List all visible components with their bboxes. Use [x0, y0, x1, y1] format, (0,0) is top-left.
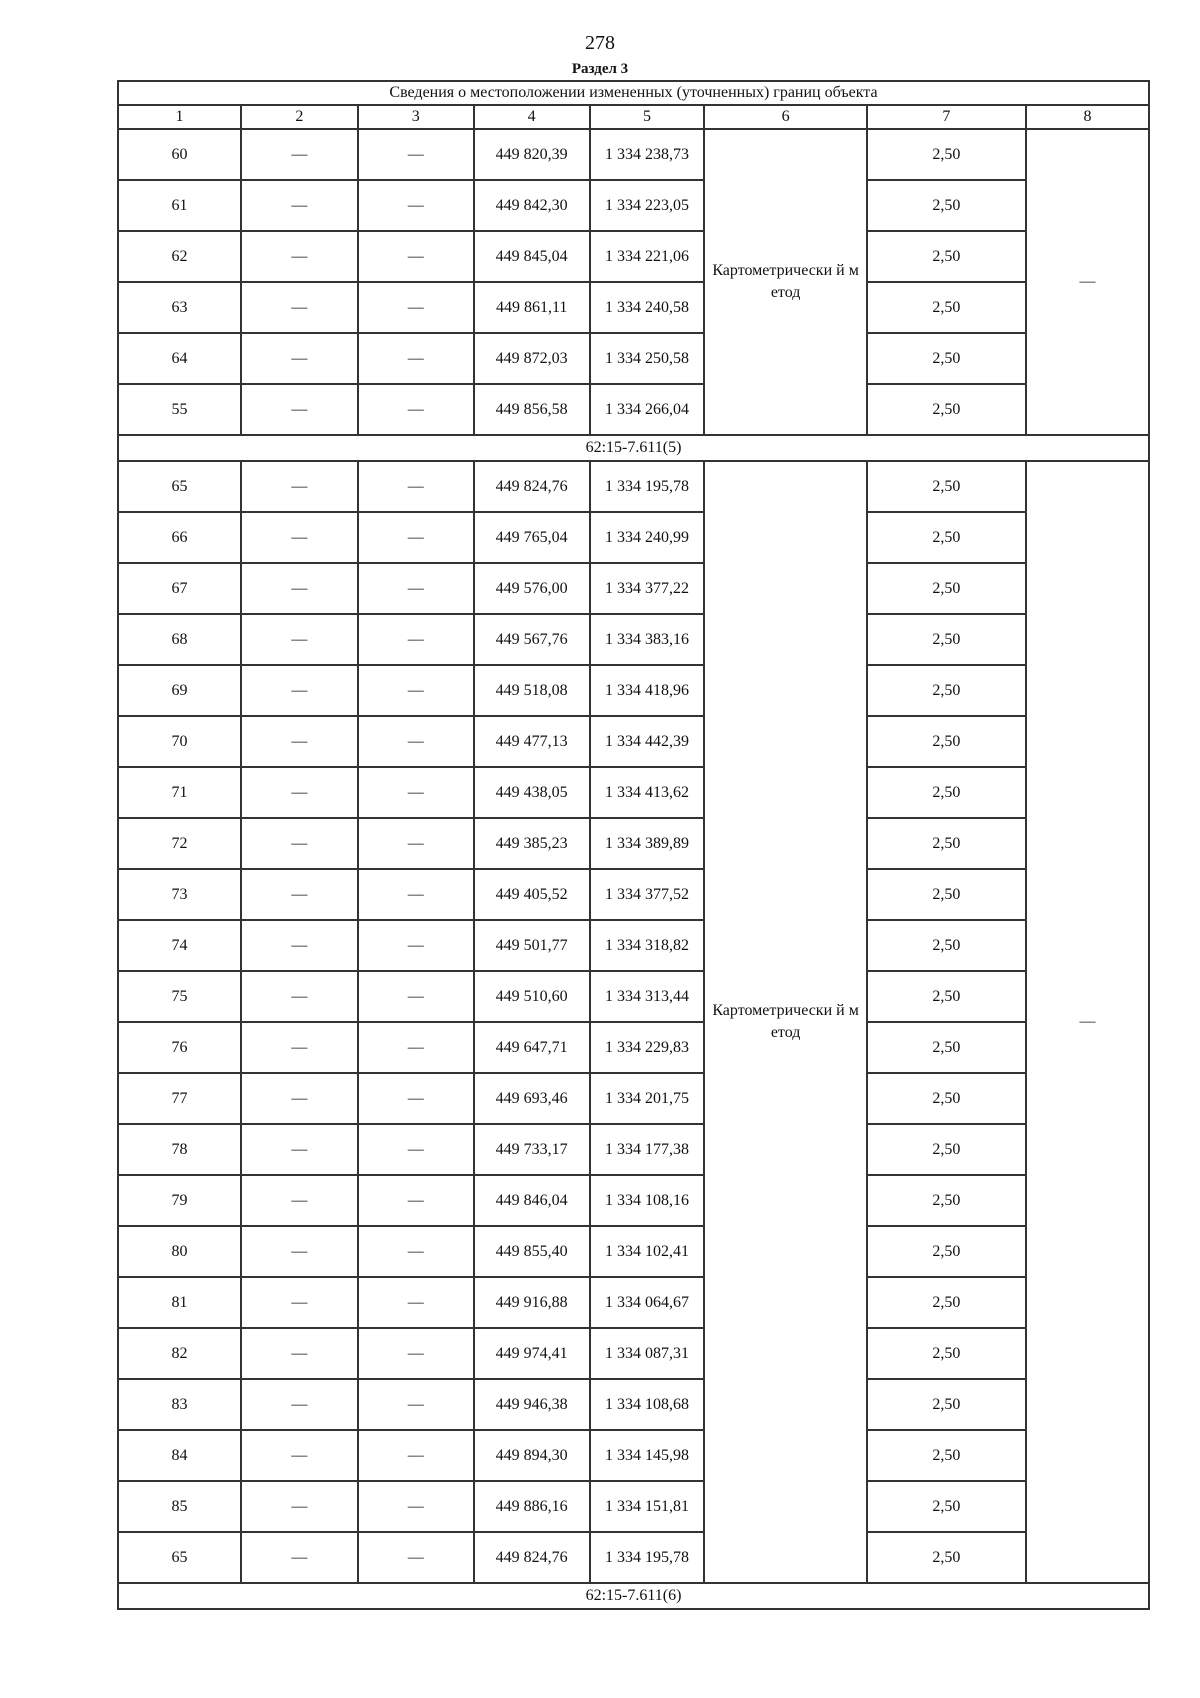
dash-cell: —: [358, 971, 474, 1022]
precision-value: 2,50: [867, 333, 1026, 384]
coord-y: 1 334 229,83: [590, 1022, 705, 1073]
precision-value: 2,50: [867, 1328, 1026, 1379]
dash-cell: —: [358, 614, 474, 665]
precision-value: 2,50: [867, 563, 1026, 614]
coord-y: 1 334 377,52: [590, 869, 705, 920]
coord-y: 1 334 195,78: [590, 1532, 705, 1583]
coord-y: 1 334 223,05: [590, 180, 705, 231]
coord-y: 1 334 240,58: [590, 282, 705, 333]
table-row: [118, 716, 1149, 767]
point-number: 67: [118, 563, 241, 614]
precision-value: 2,50: [867, 665, 1026, 716]
table-row: [118, 180, 1149, 231]
coord-x: 449 856,58: [474, 384, 590, 435]
dash-cell: —: [241, 384, 358, 435]
dash-cell: —: [241, 1073, 358, 1124]
dash-cell: —: [358, 282, 474, 333]
point-number: 78: [118, 1124, 241, 1175]
dash-cell: —: [358, 1481, 474, 1532]
dash-cell: —: [241, 1532, 358, 1583]
point-number: 65: [118, 461, 241, 512]
point-number: 68: [118, 614, 241, 665]
precision-value: 2,50: [867, 384, 1026, 435]
point-number: 79: [118, 1175, 241, 1226]
dash-cell: —: [241, 614, 358, 665]
dash-cell: —: [358, 1073, 474, 1124]
table-row: [118, 971, 1149, 1022]
dash-cell: —: [358, 129, 474, 180]
coord-y: 1 334 064,67: [590, 1277, 705, 1328]
table-row: [118, 512, 1149, 563]
point-number: 62: [118, 231, 241, 282]
coord-x: 449 872,03: [474, 333, 590, 384]
dash-cell: —: [358, 461, 474, 512]
coord-x: 449 576,00: [474, 563, 590, 614]
coord-y: 1 334 108,16: [590, 1175, 705, 1226]
coord-x: 449 693,46: [474, 1073, 590, 1124]
precision-value: 2,50: [867, 920, 1026, 971]
dash-cell: —: [358, 716, 474, 767]
table-title: Сведения о местоположении измененных (уточненных) границ объекта: [118, 81, 1149, 105]
coord-x: 449 477,13: [474, 716, 590, 767]
group-label: 62:15-7.611(5): [118, 435, 1149, 461]
table-row: [118, 1175, 1149, 1226]
point-number: 77: [118, 1073, 241, 1124]
table-row: [118, 1277, 1149, 1328]
column-header-2: 2: [241, 105, 358, 129]
dash-cell: —: [358, 1277, 474, 1328]
coord-y: 1 334 377,22: [590, 563, 705, 614]
point-number: 74: [118, 920, 241, 971]
dash-cell: —: [358, 767, 474, 818]
point-number: 75: [118, 971, 241, 1022]
coord-y: 1 334 250,58: [590, 333, 705, 384]
dash-cell: —: [241, 231, 358, 282]
coord-x: 449 845,04: [474, 231, 590, 282]
coord-y: 1 334 102,41: [590, 1226, 705, 1277]
coord-x: 449 567,76: [474, 614, 590, 665]
dash-cell: —: [241, 971, 358, 1022]
table-row: [118, 869, 1149, 920]
group-label: 62:15-7.611(6): [118, 1583, 1149, 1609]
precision-value: 2,50: [867, 180, 1026, 231]
dash-cell: —: [358, 231, 474, 282]
dash-cell: —: [358, 920, 474, 971]
dash-cell: —: [358, 333, 474, 384]
dash-cell: —: [241, 1175, 358, 1226]
point-number: 76: [118, 1022, 241, 1073]
method-text: Картометрически й метод: [712, 262, 859, 301]
dash-cell: —: [241, 1328, 358, 1379]
coord-y: 1 334 108,68: [590, 1379, 705, 1430]
coord-x: 449 405,52: [474, 869, 590, 920]
dash-cell: —: [358, 818, 474, 869]
dash-cell: —: [358, 1175, 474, 1226]
coord-y: 1 334 313,44: [590, 971, 705, 1022]
page-number: 278: [585, 32, 615, 54]
coord-y: 1 334 266,04: [590, 384, 705, 435]
precision-value: 2,50: [867, 512, 1026, 563]
dash-cell: —: [241, 461, 358, 512]
precision-value: 2,50: [867, 1430, 1026, 1481]
point-number: 64: [118, 333, 241, 384]
dash-cell: —: [241, 818, 358, 869]
precision-value: 2,50: [867, 231, 1026, 282]
precision-value: 2,50: [867, 869, 1026, 920]
column8-dash: —: [1026, 461, 1149, 1583]
method-text: Картометрически й метод: [712, 1002, 859, 1041]
precision-value: 2,50: [867, 1073, 1026, 1124]
point-number: 65: [118, 1532, 241, 1583]
table-row: [118, 1073, 1149, 1124]
precision-value: 2,50: [867, 1277, 1026, 1328]
coord-y: 1 334 413,62: [590, 767, 705, 818]
point-number: 71: [118, 767, 241, 818]
group-label-row: [118, 435, 1149, 461]
dash-cell: —: [241, 1124, 358, 1175]
table-row: [118, 1430, 1149, 1481]
point-number: 55: [118, 384, 241, 435]
coord-y: 1 334 238,73: [590, 129, 705, 180]
coord-x: 449 510,60: [474, 971, 590, 1022]
point-number: 81: [118, 1277, 241, 1328]
precision-value: 2,50: [867, 1175, 1026, 1226]
coord-x: 449 518,08: [474, 665, 590, 716]
dash-cell: —: [241, 1277, 358, 1328]
dash-cell: —: [358, 1379, 474, 1430]
coord-y: 1 334 087,31: [590, 1328, 705, 1379]
coord-y: 1 334 318,82: [590, 920, 705, 971]
dash-cell: —: [241, 1022, 358, 1073]
table-row: [118, 665, 1149, 716]
coord-y: 1 334 221,06: [590, 231, 705, 282]
precision-value: 2,50: [867, 614, 1026, 665]
table-row: [118, 614, 1149, 665]
point-number: 70: [118, 716, 241, 767]
dash-cell: —: [358, 1430, 474, 1481]
coord-x: 449 385,23: [474, 818, 590, 869]
precision-value: 2,50: [867, 1022, 1026, 1073]
table-row: [118, 1532, 1149, 1583]
coord-x: 449 855,40: [474, 1226, 590, 1277]
coord-x: 449 842,30: [474, 180, 590, 231]
column-header-7: 7: [867, 105, 1026, 129]
table-row: [118, 129, 1149, 180]
method-cell: [704, 129, 866, 435]
coord-x: 449 438,05: [474, 767, 590, 818]
table-row: [118, 818, 1149, 869]
table-row: [118, 1226, 1149, 1277]
dash-cell: —: [358, 563, 474, 614]
point-number: 73: [118, 869, 241, 920]
dash-cell: —: [241, 129, 358, 180]
dash-cell: —: [358, 1022, 474, 1073]
coord-y: 1 334 240,99: [590, 512, 705, 563]
coord-y: 1 334 383,16: [590, 614, 705, 665]
dash-cell: —: [358, 665, 474, 716]
point-number: 72: [118, 818, 241, 869]
coord-x: 449 765,04: [474, 512, 590, 563]
coord-y: 1 334 195,78: [590, 461, 705, 512]
coord-y: 1 334 201,75: [590, 1073, 705, 1124]
precision-value: 2,50: [867, 767, 1026, 818]
table-row: [118, 1022, 1149, 1073]
point-number: 82: [118, 1328, 241, 1379]
coord-y: 1 334 418,96: [590, 665, 705, 716]
table-row: [118, 282, 1149, 333]
precision-value: 2,50: [867, 1226, 1026, 1277]
dash-cell: —: [241, 180, 358, 231]
coord-x: 449 820,39: [474, 129, 590, 180]
table-row: [118, 333, 1149, 384]
coord-x: 449 647,71: [474, 1022, 590, 1073]
dash-cell: —: [358, 384, 474, 435]
point-number: 80: [118, 1226, 241, 1277]
coord-y: 1 334 177,38: [590, 1124, 705, 1175]
dash-cell: —: [358, 869, 474, 920]
dash-cell: —: [241, 716, 358, 767]
dash-cell: —: [241, 1430, 358, 1481]
coord-y: 1 334 389,89: [590, 818, 705, 869]
dash-cell: —: [358, 180, 474, 231]
coord-x: 449 946,38: [474, 1379, 590, 1430]
dash-cell: —: [358, 1532, 474, 1583]
coord-x: 449 886,16: [474, 1481, 590, 1532]
coord-x: 449 501,77: [474, 920, 590, 971]
point-number: 84: [118, 1430, 241, 1481]
dash-cell: —: [241, 920, 358, 971]
dash-cell: —: [241, 869, 358, 920]
point-number: 85: [118, 1481, 241, 1532]
table-row: [118, 920, 1149, 971]
precision-value: 2,50: [867, 461, 1026, 512]
table-row: [118, 563, 1149, 614]
coord-x: 449 916,88: [474, 1277, 590, 1328]
dash-cell: —: [358, 1124, 474, 1175]
coord-y: 1 334 145,98: [590, 1430, 705, 1481]
group-label-row: [118, 1583, 1149, 1609]
dash-cell: —: [358, 512, 474, 563]
column-header-3: 3: [358, 105, 474, 129]
dash-cell: —: [241, 333, 358, 384]
dash-cell: —: [241, 512, 358, 563]
coord-x: 449 824,76: [474, 1532, 590, 1583]
precision-value: 2,50: [867, 282, 1026, 333]
column-header-4: 4: [474, 105, 590, 129]
dash-cell: —: [241, 1379, 358, 1430]
column-header-5: 5: [590, 105, 705, 129]
precision-value: 2,50: [867, 129, 1026, 180]
precision-value: 2,50: [867, 1481, 1026, 1532]
dash-cell: —: [358, 1226, 474, 1277]
point-number: 63: [118, 282, 241, 333]
column8-dash: —: [1026, 129, 1149, 435]
table-row: [118, 1328, 1149, 1379]
dash-cell: —: [241, 282, 358, 333]
coord-x: 449 894,30: [474, 1430, 590, 1481]
precision-value: 2,50: [867, 1379, 1026, 1430]
precision-value: 2,50: [867, 1124, 1026, 1175]
table-row: [118, 767, 1149, 818]
table-row: [118, 1124, 1149, 1175]
table-row: [118, 461, 1149, 512]
coordinates-table: [117, 80, 1150, 1610]
coord-x: 449 846,04: [474, 1175, 590, 1226]
table-row: [118, 1379, 1149, 1430]
section-label: Раздел 3: [571, 61, 629, 77]
point-number: 83: [118, 1379, 241, 1430]
precision-value: 2,50: [867, 818, 1026, 869]
column-header-8: 8: [1026, 105, 1149, 129]
column-header-1: 1: [118, 105, 241, 129]
coord-x: 449 824,76: [474, 461, 590, 512]
coord-y: 1 334 151,81: [590, 1481, 705, 1532]
coord-x: 449 861,11: [474, 282, 590, 333]
point-number: 69: [118, 665, 241, 716]
point-number: 61: [118, 180, 241, 231]
dash-cell: —: [241, 1481, 358, 1532]
column-header-6: 6: [704, 105, 866, 129]
point-number: 60: [118, 129, 241, 180]
dash-cell: —: [241, 1226, 358, 1277]
method-cell: [704, 461, 866, 1583]
coord-y: 1 334 442,39: [590, 716, 705, 767]
dash-cell: —: [358, 1328, 474, 1379]
table-row: [118, 1481, 1149, 1532]
precision-value: 2,50: [867, 716, 1026, 767]
dash-cell: —: [241, 665, 358, 716]
coord-x: 449 733,17: [474, 1124, 590, 1175]
coord-x: 449 974,41: [474, 1328, 590, 1379]
precision-value: 2,50: [867, 971, 1026, 1022]
dash-cell: —: [241, 767, 358, 818]
point-number: 66: [118, 512, 241, 563]
table-row: [118, 231, 1149, 282]
dash-cell: —: [241, 563, 358, 614]
precision-value: 2,50: [867, 1532, 1026, 1583]
table-row: [118, 384, 1149, 435]
